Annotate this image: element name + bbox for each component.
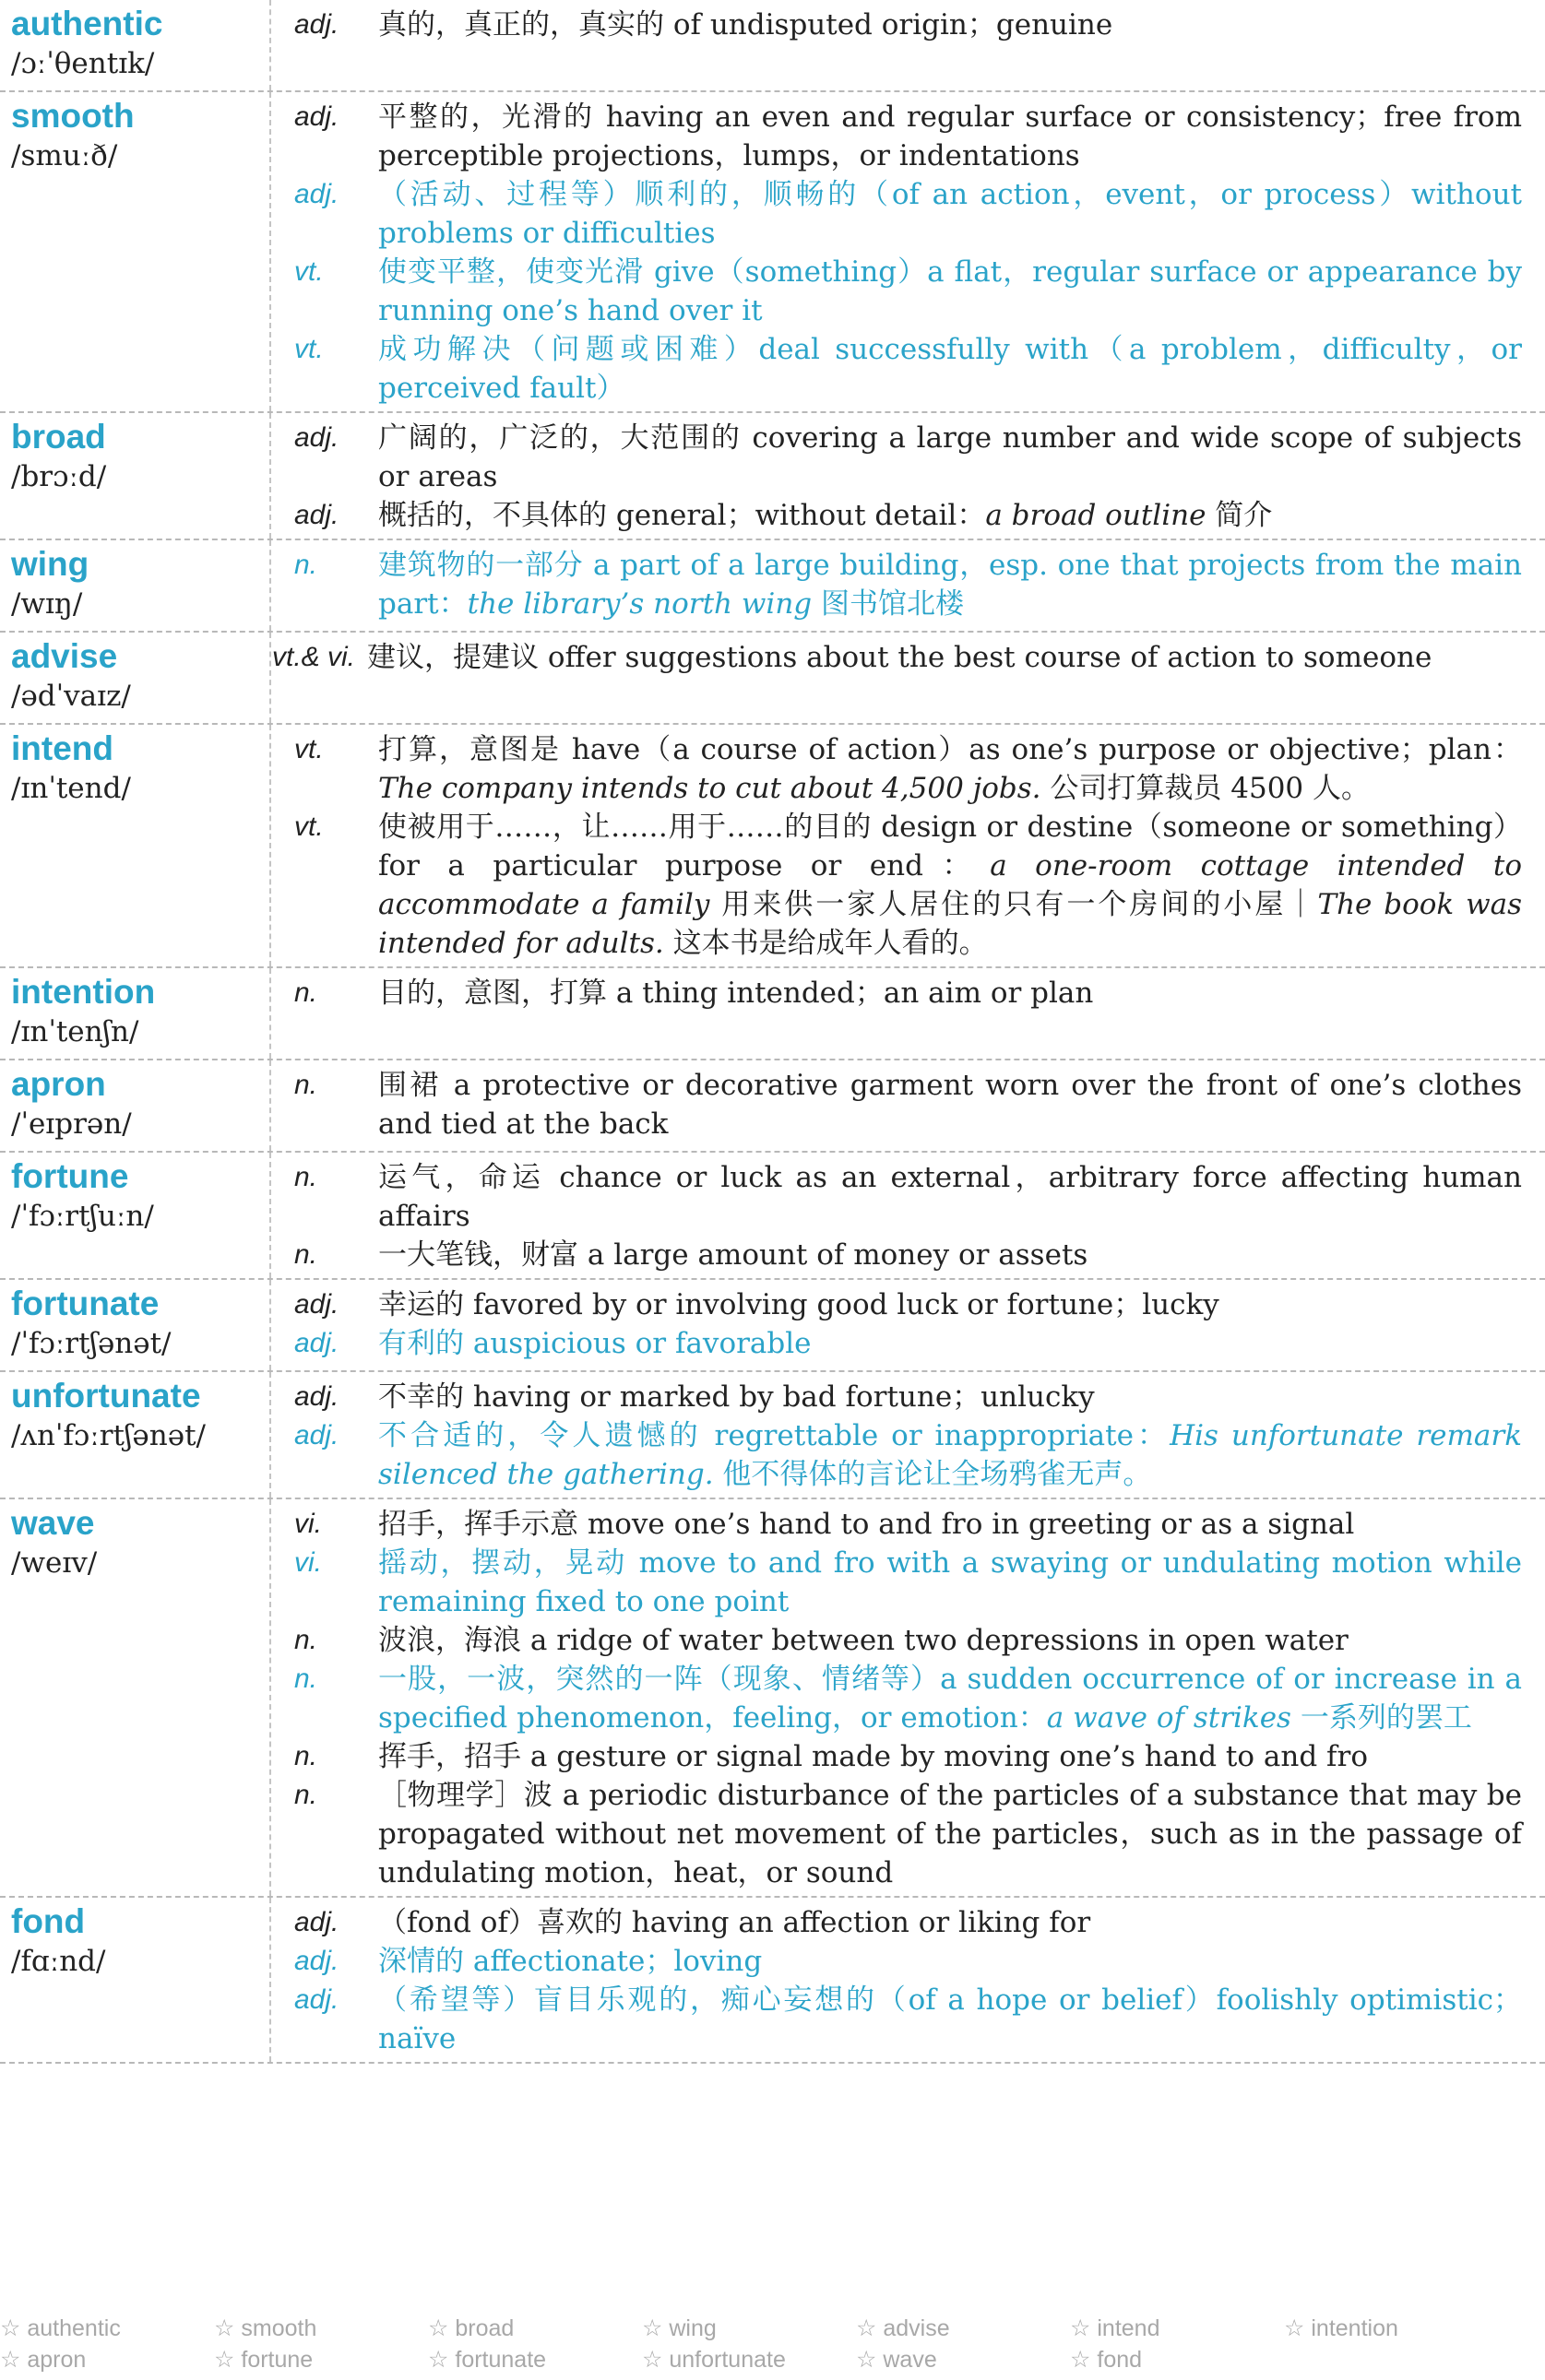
headword: advise	[11, 637, 118, 675]
entry-head	[11, 1285, 269, 1365]
definition	[378, 175, 1522, 253]
word-index-item[interactable]	[214, 2346, 313, 2374]
sense	[272, 1236, 1522, 1274]
star-icon: ☆	[0, 2315, 21, 2341]
sense	[272, 1324, 1522, 1363]
sense	[272, 1066, 1522, 1143]
word-index-label: intend	[1097, 2315, 1160, 2341]
entry-row	[0, 725, 1545, 968]
pronunciation: /ʌnˈfɔːrtʃənət/	[11, 1419, 206, 1452]
sense-list	[272, 1372, 1522, 1498]
word-index-item[interactable]	[642, 2315, 717, 2342]
headword: fortune	[11, 1157, 129, 1195]
headword: fortunate	[11, 1285, 160, 1322]
sense	[272, 730, 1522, 808]
word-index-label: broad	[455, 2315, 515, 2341]
entry-head	[11, 546, 269, 625]
part-of-speech: vt.	[294, 256, 324, 287]
definition-text: （活动、过程等）顺利的，顺畅的（of an action，event，or process）without problems or difficulties	[378, 178, 1522, 250]
sense	[272, 6, 1522, 44]
part-of-speech: adj.	[294, 179, 339, 209]
sense-list	[272, 540, 1522, 627]
definition	[378, 1544, 1522, 1621]
entry-row	[0, 540, 1545, 633]
definition-text: 运气，命运 chance or luck as an external，arbitrary force affecting human affairs	[378, 1161, 1522, 1233]
entry-row	[0, 413, 1545, 540]
definition-text: 概括的，不具体的 general；without detail：	[378, 499, 986, 532]
entry-head	[11, 638, 269, 717]
pronunciation: /ˈeɪprən/	[11, 1107, 132, 1141]
definition-text: 建议，提建议 offer suggestions about the best course of action to someone	[367, 641, 1432, 674]
example-sentence: The book was intended for adults.	[378, 888, 1523, 960]
sense	[272, 1981, 1522, 2058]
star-icon: ☆	[428, 2347, 449, 2373]
definition	[378, 1981, 1522, 2058]
definition	[378, 1416, 1522, 1494]
word-index-item[interactable]	[428, 2315, 514, 2342]
headword: fond	[11, 1902, 86, 1940]
sense	[272, 253, 1522, 330]
word-index-label: fond	[1097, 2347, 1143, 2373]
definition	[378, 974, 1522, 1012]
entry-head	[11, 1903, 269, 1983]
entry-row	[0, 0, 1545, 92]
definition	[378, 6, 1522, 44]
word-index-label: intention	[1311, 2315, 1398, 2341]
headword: apron	[11, 1065, 106, 1103]
sense	[272, 1737, 1522, 1776]
sense-list	[272, 92, 1522, 411]
part-of-speech: n.	[294, 1625, 318, 1655]
definition-text: 不幸的 having or marked by bad fortune；unlucky	[378, 1380, 1095, 1414]
part-of-speech: n.	[294, 550, 318, 580]
sense	[272, 808, 1522, 963]
definition	[378, 1737, 1522, 1776]
pronunciation: /ˈfɔːrtʃənət/	[11, 1327, 172, 1360]
definition-text: 深情的 affectionate；loving	[378, 1945, 763, 1978]
word-index-label: wave	[883, 2347, 937, 2373]
definition-text: 打算，意图是 have（a course of action）as one’s purpose or objective；plan：	[378, 733, 1522, 766]
pronunciation: /smuːð/	[11, 139, 118, 172]
part-of-speech: vt.& vi.	[272, 642, 356, 672]
star-icon: ☆	[0, 2347, 21, 2373]
definition-text: 使被用于……，让……用于……的目的 design or destine（someone or something）for a particular purpose or end：	[378, 811, 1522, 882]
star-icon: ☆	[214, 2315, 235, 2341]
entry-row	[0, 92, 1545, 413]
definition-text: 成功解决（问题或困难）deal successfully with（a problem，difficulty，or perceived fault）	[378, 333, 1522, 405]
part-of-speech: adj.	[294, 1420, 339, 1450]
entry-head	[11, 1066, 269, 1145]
entry-row	[0, 1280, 1545, 1372]
word-index-item[interactable]	[0, 2315, 121, 2342]
word-index-item[interactable]	[428, 2346, 546, 2374]
sense	[272, 175, 1522, 253]
part-of-speech: adj.	[294, 1984, 339, 2015]
definition-text: 一股，一波，突然的一阵（现象、情绪等）a sudden occurrence of or increase in a specified phenomenon，feeling，or emotion：	[378, 1663, 1522, 1735]
definition-text: 摇动，摆动，晃动 move to and fro with a swaying or undulating motion while remaining fixed to one point	[378, 1546, 1522, 1618]
star-icon: ☆	[428, 2315, 449, 2341]
word-index-label: fortune	[241, 2347, 314, 2373]
headword: wave	[11, 1504, 95, 1542]
word-index-label: wing	[669, 2315, 717, 2341]
definition	[378, 496, 1522, 535]
part-of-speech: vt.	[294, 811, 324, 842]
definition-text: 招手，挥手示意 move one’s hand to and fro in greeting or as a signal	[378, 1508, 1355, 1541]
entry-head	[11, 419, 269, 498]
headword: authentic	[11, 5, 163, 42]
definition	[378, 1621, 1522, 1660]
part-of-speech: adj.	[294, 1907, 339, 1937]
entry-row	[0, 1153, 1545, 1280]
sense-list	[272, 1060, 1522, 1147]
star-icon: ☆	[642, 2347, 663, 2373]
part-of-speech: adj.	[294, 1328, 339, 1358]
part-of-speech: n.	[294, 1664, 318, 1694]
sense	[272, 546, 1522, 623]
example-translation: 一系列的罢工	[1290, 1701, 1472, 1735]
definition	[378, 1324, 1522, 1363]
sense-list	[272, 1280, 1522, 1367]
definition-text: 幸运的 favored by or involving good luck or fortune；lucky	[378, 1288, 1219, 1321]
entry-row	[0, 1499, 1545, 1898]
sense-list	[272, 0, 1522, 48]
definition-text: 围裙 a protective or decorative garment worn over the front of one’s clothes and tied at the back	[378, 1069, 1522, 1141]
entry-row	[0, 968, 1545, 1060]
sense	[272, 1660, 1522, 1737]
part-of-speech: adj.	[294, 422, 339, 453]
word-index-item[interactable]	[1284, 2315, 1398, 2342]
sense-list	[272, 1499, 1522, 1896]
definition	[378, 253, 1522, 330]
word-index-item[interactable]	[642, 2346, 786, 2374]
headword: broad	[11, 418, 106, 456]
definition	[378, 730, 1522, 808]
example-sentence: the library’s north wing	[467, 587, 813, 621]
definition	[378, 330, 1522, 408]
definition	[378, 808, 1522, 963]
part-of-speech: n.	[294, 1070, 318, 1100]
part-of-speech: n.	[294, 1741, 318, 1771]
star-icon: ☆	[642, 2315, 663, 2341]
pronunciation: /weɪv/	[11, 1546, 98, 1580]
definition	[378, 1378, 1522, 1416]
sense	[272, 1158, 1522, 1236]
definition	[378, 1942, 1522, 1981]
sense	[272, 1544, 1522, 1621]
definition-text: （fond of）喜欢的 having an affection or liking for	[378, 1906, 1091, 1939]
sense	[272, 1505, 1522, 1544]
part-of-speech: n.	[294, 1780, 318, 1810]
part-of-speech: n.	[294, 1162, 318, 1192]
part-of-speech: vt.	[294, 734, 324, 764]
part-of-speech: adj.	[294, 1946, 339, 1976]
definition	[378, 1066, 1522, 1143]
definition	[378, 546, 1522, 623]
headword: intention	[11, 973, 156, 1011]
definition	[378, 1505, 1522, 1544]
definition	[378, 98, 1522, 175]
entry-head	[11, 1505, 269, 1584]
word-index-row	[0, 2346, 1545, 2377]
definition-text: 目的，意图，打算 a thing intended；an aim or plan	[378, 977, 1094, 1010]
star-icon: ☆	[1284, 2315, 1305, 2341]
sense	[272, 496, 1522, 535]
entry-head	[11, 1158, 269, 1237]
pronunciation: /ɪnˈtenʃn/	[11, 1015, 139, 1048]
definition-text: 一大笔钱，财富 a large amount of money or assets	[378, 1238, 1088, 1272]
sense-list	[272, 1898, 1522, 2062]
part-of-speech: adj.	[294, 500, 339, 530]
part-of-speech: n.	[294, 977, 318, 1008]
definition	[378, 1158, 1522, 1236]
star-icon: ☆	[856, 2347, 877, 2373]
entry-row	[0, 1372, 1545, 1499]
example-translation: 用来供一家人居住的只有一个房间的小屋｜	[709, 888, 1318, 921]
word-index-label: smooth	[241, 2315, 317, 2341]
part-of-speech: adj.	[294, 101, 339, 132]
sense	[272, 638, 1522, 677]
part-of-speech: adj.	[294, 9, 339, 40]
definition-text: 建筑物的一部分 a part of a large building，esp. one that projects from the main part：	[378, 549, 1522, 621]
sense	[272, 330, 1522, 408]
definition-text: 有利的 auspicious or favorable	[378, 1327, 812, 1360]
headword: smooth	[11, 97, 135, 135]
definition	[378, 1236, 1522, 1274]
sense	[272, 974, 1522, 1012]
definition	[367, 638, 1522, 677]
definition	[378, 1285, 1522, 1324]
example-sentence: a broad outline	[985, 499, 1206, 532]
word-index-label: advise	[883, 2315, 950, 2341]
word-index-item[interactable]	[856, 2346, 937, 2374]
sense	[272, 98, 1522, 175]
entry-head	[11, 98, 269, 177]
example-translation: 简介	[1206, 499, 1273, 532]
part-of-speech: vi.	[294, 1547, 322, 1578]
word-index-label: unfortunate	[669, 2347, 786, 2373]
word-index-item[interactable]	[0, 2346, 86, 2374]
entry-row	[0, 633, 1545, 725]
entry-head	[11, 730, 269, 810]
example-sentence: The company intends to cut about 4,500 jobs.	[378, 772, 1041, 805]
definition-text: 真的，真正的，真实的 of undisputed origin；genuine	[378, 8, 1113, 41]
example-translation: 公司打算裁员 4500 人。	[1040, 772, 1371, 805]
word-index-item[interactable]	[856, 2315, 950, 2342]
part-of-speech: vi.	[294, 1509, 322, 1539]
pronunciation: /ədˈvaɪz/	[11, 680, 131, 713]
sense-list	[272, 1153, 1522, 1278]
definition	[378, 1903, 1522, 1942]
word-index-row	[0, 2315, 1545, 2346]
definition	[378, 1776, 1522, 1892]
star-icon: ☆	[1070, 2347, 1091, 2373]
star-icon: ☆	[856, 2315, 877, 2341]
example-translation: 图书馆北楼	[812, 587, 964, 621]
part-of-speech: vt.	[294, 334, 324, 364]
definition	[378, 419, 1522, 496]
pronunciation: /fɑːnd/	[11, 1945, 106, 1978]
sense-list	[272, 413, 1522, 539]
word-index-item[interactable]	[1070, 2315, 1160, 2342]
pronunciation: /ˈfɔːrtʃuːn/	[11, 1200, 154, 1233]
entry-head	[11, 6, 269, 85]
definition	[378, 1660, 1522, 1737]
example-translation: 这本书是给成年人看的。	[663, 927, 988, 960]
pronunciation: /brɔːd/	[11, 460, 107, 493]
entry-row	[0, 1060, 1545, 1153]
sense	[272, 1621, 1522, 1660]
sense	[272, 419, 1522, 496]
word-index-label: fortunate	[455, 2347, 547, 2373]
definition-text: 不合适的，令人遗憾的 regrettable or inappropriate：	[378, 1419, 1171, 1452]
definition-text: 使变平整，使变光滑 give（something）a flat，regular surface or appearance by running one’s hand over it	[378, 255, 1522, 327]
definition-text: 挥手，招手 a gesture or signal made by moving one’s hand to and fro	[378, 1740, 1369, 1773]
part-of-speech: adj.	[294, 1289, 339, 1320]
word-index-label: authentic	[27, 2315, 121, 2341]
word-index-footer	[0, 2315, 1545, 2377]
headword: intend	[11, 729, 113, 767]
word-index-item[interactable]	[214, 2315, 316, 2342]
sense	[272, 1378, 1522, 1416]
sense	[272, 1776, 1522, 1892]
example-sentence: His unfortunate remark silenced the gathering.	[378, 1419, 1522, 1491]
pronunciation: /ɔːˈθentɪk/	[11, 47, 155, 80]
definition-text: 广阔的，广泛的，大范围的 covering a large number and wide scope of subjects or areas	[378, 421, 1522, 493]
definition-text: （希望等）盲目乐观的，痴心妄想的（of a hope or belief）foolishly optimistic；naïve	[378, 1983, 1522, 2055]
pronunciation: /ɪnˈtend/	[11, 772, 131, 805]
part-of-speech: n.	[294, 1239, 318, 1270]
part-of-speech: adj.	[294, 1381, 339, 1412]
sense-list	[272, 725, 1522, 966]
definition-text: ［物理学］波 a periodic disturbance of the particles of a substance that may be propagated without net movement of the particles，such as in the passage of undulating motion，heat，or sound	[378, 1779, 1522, 1889]
sense	[272, 1942, 1522, 1981]
headword: unfortunate	[11, 1377, 201, 1415]
definition-text: 平整的，光滑的 having an even and regular surface or consistency；free from perceptible projections，lumps，or indentations	[378, 101, 1522, 172]
entry-row	[0, 1898, 1545, 2064]
sense	[272, 1903, 1522, 1942]
star-icon: ☆	[1070, 2315, 1091, 2341]
example-sentence: a wave of strikes	[1046, 1701, 1291, 1735]
example-sentence: a one-room cottage intended to accommodate a family	[378, 849, 1522, 921]
entry-head	[11, 974, 269, 1053]
definition-text: 波浪，海浪 a ridge of water between two depressions in open water	[378, 1624, 1349, 1657]
sense	[272, 1416, 1522, 1494]
star-icon: ☆	[214, 2347, 235, 2373]
sense	[272, 1285, 1522, 1324]
word-index-item[interactable]	[1070, 2346, 1142, 2374]
headword: wing	[11, 545, 89, 583]
sense-list	[272, 968, 1522, 1016]
pronunciation: /wɪŋ/	[11, 587, 83, 621]
sense-list	[272, 633, 1522, 681]
entry-head	[11, 1378, 269, 1457]
example-translation: 他不得体的言论让全场鸦雀无声。	[713, 1458, 1152, 1491]
word-index-label: apron	[27, 2347, 87, 2373]
